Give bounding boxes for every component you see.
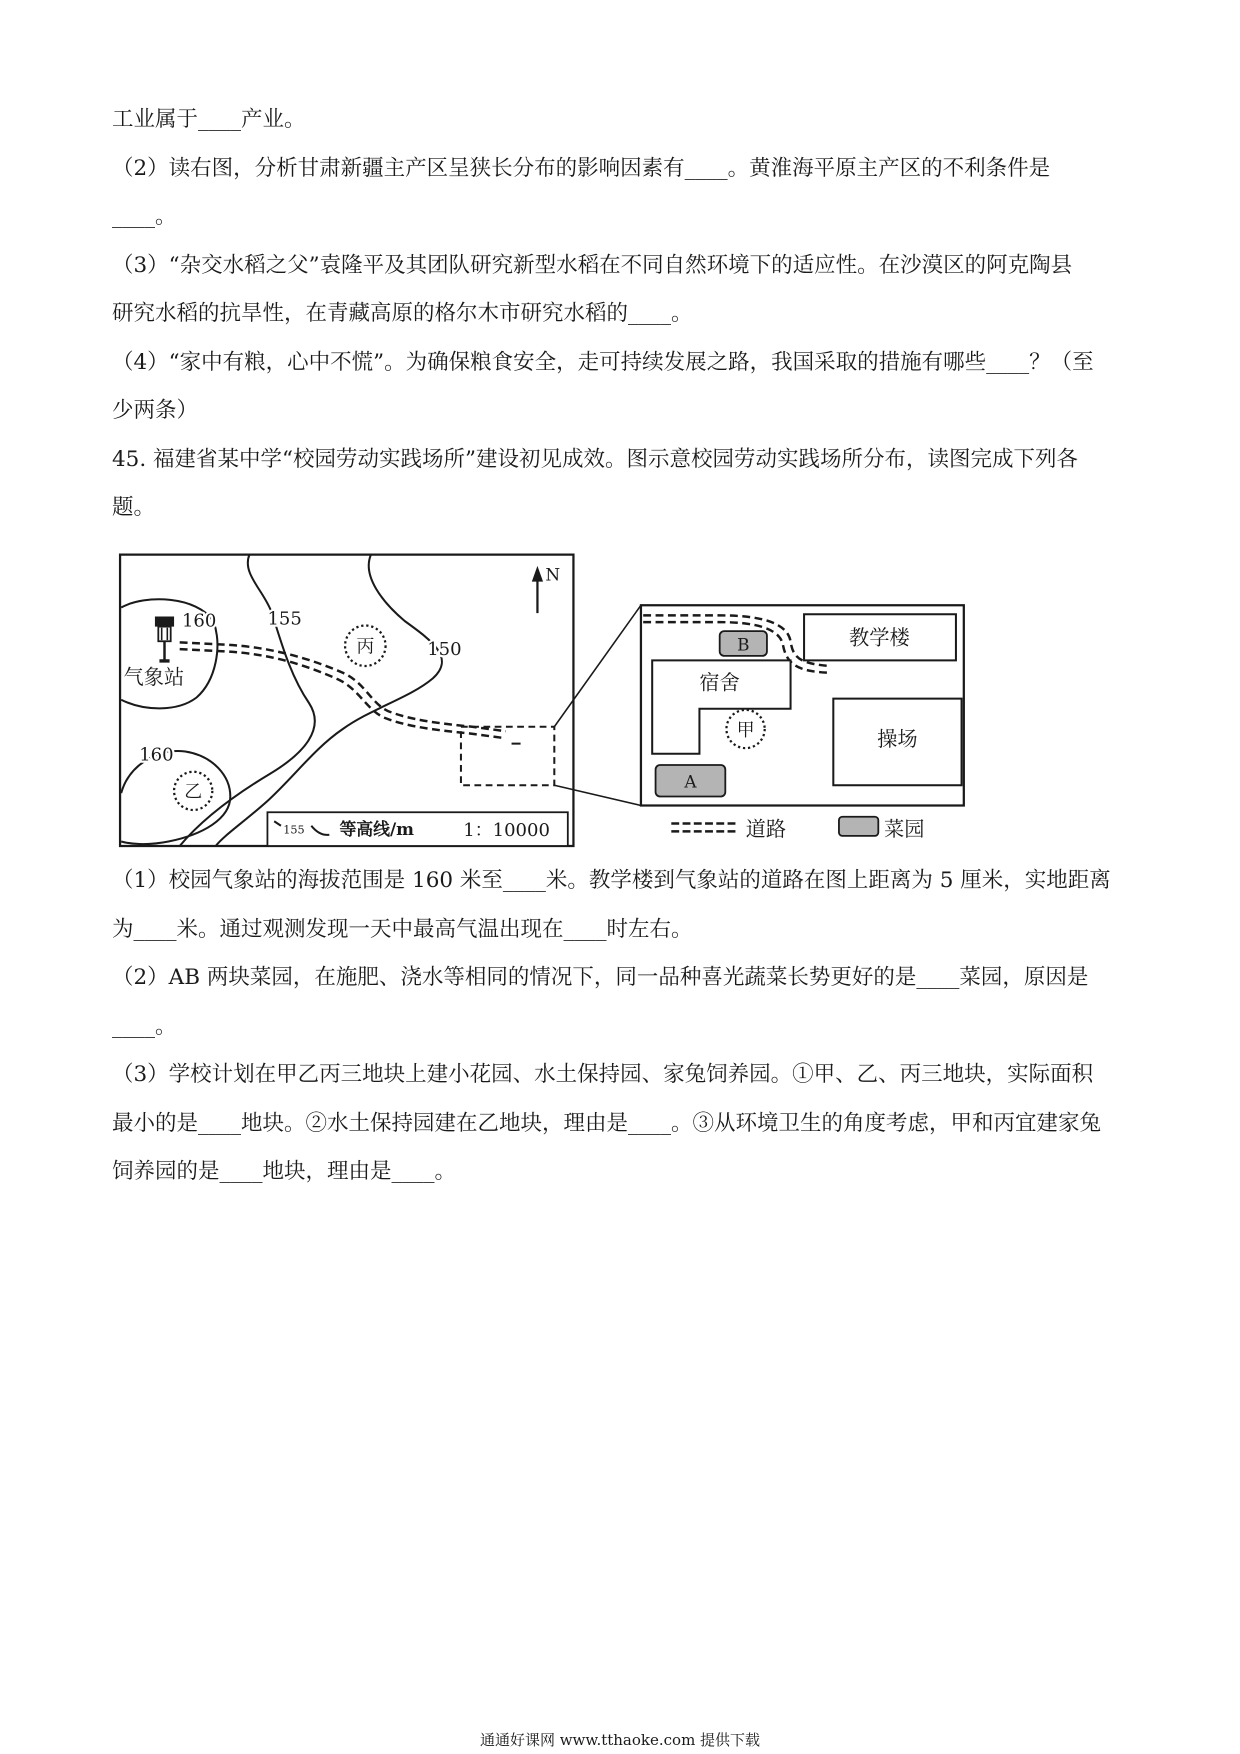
- teaching-building-label: 教学楼: [849, 625, 910, 650]
- contour-label-160: 160: [181, 610, 217, 632]
- garden-legend-symbol: [839, 817, 878, 836]
- road-legend-symbol: [671, 824, 736, 832]
- text-line: （4）“家中有粮，心中不慌”。为确保粮食安全，走可持续发展之路，我国采取的措施有哪些____？（至: [112, 349, 1094, 375]
- map-scale-label: 1：10000: [463, 819, 550, 841]
- plot-jia-label: 甲: [736, 719, 755, 741]
- legend-garden-label: 菜园: [883, 816, 925, 841]
- contour-label-150: 150: [427, 638, 462, 660]
- text-line: （3）学校计划在甲乙丙三地块上建小花园、水土保持园、家兔饲养园。①甲、乙、丙三地块，实际面积: [112, 1062, 1094, 1087]
- upper-text-block: [112, 96, 1132, 533]
- q44-part4: [112, 339, 1132, 436]
- q45-part1: [112, 857, 1132, 954]
- text-line: ____。: [112, 204, 177, 229]
- lower-text-block: [112, 857, 1132, 1197]
- campus-map-figure: [112, 549, 973, 855]
- text-line: ____。: [112, 1013, 177, 1039]
- text-line: 最小的是____地块。②水土保持园建在乙地块，理由是____。③从环境卫生的角度考虑，甲和丙宜建家兔: [112, 1110, 1102, 1136]
- legend-contour-sample: 155: [283, 823, 305, 837]
- text-line: （2）读右图，分析甘肃新疆主产区呈狭长分布的影响因素有____。黄淮海平原主产区的不利条件是: [112, 155, 1051, 181]
- q44-part2: [112, 145, 1132, 242]
- plot-bing-label: 丙: [356, 636, 375, 658]
- text-line: （2）AB 两块菜园，在施肥、浇水等相同的情况下，同一品种喜光蔬菜长势更好的是____菜园，原因是: [112, 965, 1089, 990]
- text-line: 题。: [112, 495, 156, 520]
- text-line: （1）校园气象站的海拔范围是 160 米至____米。教学楼到气象站的道路在图上距离为 5 厘米，实地距离: [112, 868, 1111, 893]
- contour-label-155: 155: [267, 608, 302, 630]
- text-line: 研究水稻的抗旱性，在青藏高原的格尔木市研究水稻的____。: [112, 301, 693, 326]
- q44-part1-tail: [112, 96, 1132, 145]
- legend-road-label: 道路: [745, 816, 787, 841]
- text-line: 饲养园的是____地块，理由是____。: [112, 1159, 457, 1184]
- q44-part3: [112, 242, 1132, 339]
- text-line: 为____米。通过观测发现一天中最高气温出现在____时左右。: [112, 916, 693, 942]
- dormitory-label: 宿舍: [699, 670, 740, 695]
- page-footer: 通通好课网 www.tthaoke.com 提供下载: [479, 1731, 761, 1749]
- text-line: （3）“杂交水稻之父”袁隆平及其团队研究新型水稻在不同自然环境下的适应性。在沙漠区的阿克陶县: [112, 252, 1073, 278]
- playground-label: 操场: [877, 726, 918, 751]
- legend-contour-label: 等高线/m: [339, 818, 415, 839]
- text-line: 少两条）: [112, 398, 199, 423]
- text-line: 45. 福建省某中学“校园劳动实践场所”建设初见成效。图示意校园劳动实践场所分布，读图完成下列各: [112, 446, 1079, 472]
- garden-b-label: B: [737, 634, 750, 655]
- q45-part2: [112, 954, 1132, 1051]
- plot-yi-label: 乙: [184, 781, 203, 803]
- weather-station-label: 气象站: [123, 665, 185, 689]
- north-label: N: [545, 564, 561, 585]
- q45-part3: [112, 1051, 1132, 1197]
- garden-a-label: A: [684, 771, 697, 792]
- contour-label-160-lower: 160: [139, 744, 174, 766]
- q45-stem: [112, 436, 1132, 533]
- text-line: 工业属于____产业。: [112, 107, 306, 132]
